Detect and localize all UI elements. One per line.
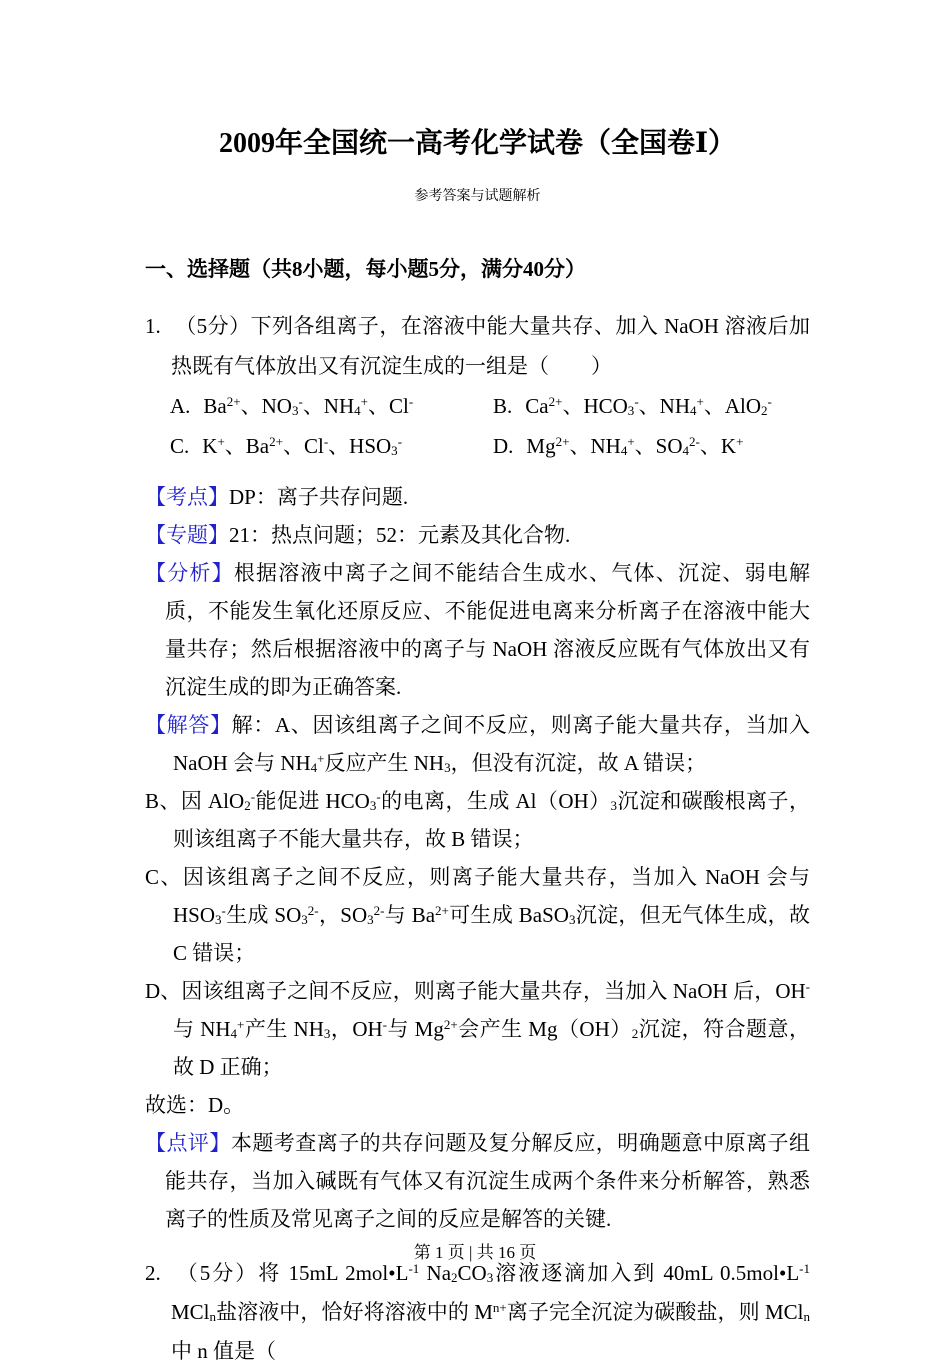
- question-1: [145, 306, 810, 1238]
- option-c: [170, 426, 493, 466]
- question-2-stem-text: （5分）将 15mL $2mol•L^{-1}$ $Na_2CO_3$溶液逐滴加入到 40mL $0.5mol•L^{-1}$ MCl$_n$盐溶液中，恰好将溶液中的 $M^{n+}$离子完全沉淀为碳酸盐，则 MCl$_n$中 n 值是（: [171, 1261, 810, 1364]
- kaodian-block: [145, 478, 810, 516]
- question-2-stem: [145, 1254, 810, 1371]
- jieda-p3-text: C、因该组离子之间不反应，则离子能大量共存，当加入 NaOH 会与 $HSO_3^-$生成 $SO_3^{2-}$，$SO_3^{2-}$与 $Ba^{2+}$可生成 BaSO$_3$沉淀，但无气体生成，故 C 错误；: [145, 865, 810, 966]
- option-d-text: $Mg^{2+}$、$NH_4^+$、$SO_4^{2-}$、K+: [526, 434, 744, 459]
- doc-title: 2009年全国统一高考化学试卷（全国卷Ⅰ）: [218, 128, 737, 159]
- jieda-p1-text: 解：A、因该组离子之间不反应，则离子能大量共存，当加入 NaOH 会与 $NH_4^+$反应产生 $NH_3$，但没有沉淀，故 A 错误；: [173, 713, 811, 776]
- dianping-label: 【点评】: [145, 1131, 231, 1156]
- jieda-p1: [145, 706, 810, 782]
- question-2-number: 2.: [145, 1261, 161, 1286]
- fenxi-label: 【分析】: [145, 561, 234, 586]
- option-c-text: K+、$Ba^{2+}$、Cl-、$HSO_3^-$: [202, 434, 403, 459]
- jieda-p5-text: 故选：D。: [145, 1093, 245, 1118]
- jieda-p2-text: B、因 AlO$_2$-能促进 $HCO_3^-$的电离，生成 $Al(OH)_3$沉淀和碳酸根离子，则该组离子不能大量共存，故 B 错误；: [145, 789, 810, 852]
- option-c-label: C.: [170, 434, 190, 459]
- question-1-options: [170, 386, 810, 466]
- question-2: [145, 1254, 810, 1371]
- dianping-text: 本题考查离子的共存问题及复分解反应，明确题意中原离子组能共存，当加入碱既有气体又有沉淀生成两个条件来分析解答，熟悉离子的性质及常见离子之间的反应是解答的关键.: [165, 1131, 811, 1232]
- option-b-text: $Ca^{2+}$、$HCO_3^-$、$NH_4^+$、AlO$_2$-: [525, 394, 772, 419]
- jieda-p3: [145, 858, 810, 972]
- kaodian-text: DP：离子共存问题.: [229, 485, 409, 510]
- option-a-text: $Ba^{2+}$、$NO_3^-$、$NH_4^+$、Cl-: [203, 394, 414, 419]
- jieda-p5: [145, 1086, 810, 1124]
- option-a-label: A.: [170, 394, 191, 419]
- question-1-number: 1.: [145, 314, 161, 339]
- section-1-heading: 一、选择题（共8小题，每小题5分，满分40分）: [145, 257, 586, 281]
- option-d: [493, 426, 810, 466]
- question-1-stem-text: （5分）下列各组离子，在溶液中能大量共存、加入 NaOH 溶液后加热既有气体放出又有沉淀生成的一组是（ ）: [171, 314, 810, 379]
- zhuanti-label: 【专题】: [145, 523, 229, 548]
- page-footer: 第 1 页 | 共 16 页: [413, 1243, 537, 1262]
- fenxi-block: [145, 554, 810, 706]
- jieda-p4: [145, 972, 810, 1086]
- kaodian-label: 【考点】: [145, 485, 229, 510]
- zhuanti-block: [145, 516, 810, 554]
- jieda-p2: [145, 782, 810, 858]
- question-1-analysis: [145, 478, 810, 1238]
- option-a: [170, 386, 493, 426]
- option-b-label: B.: [493, 394, 513, 419]
- jieda-p4-text: D、因该组离子之间不反应，则离子能大量共存，当加入 NaOH 后，OH-与 $NH_4^+$产生 $NH_3$，OH-与 $Mg^{2+}$会产生 $Mg(OH)_2$沉淀，符合题意，故 D 正确；: [145, 979, 810, 1080]
- option-b: [493, 386, 810, 426]
- option-d-label: D.: [493, 434, 514, 459]
- doc-subtitle: 参考答案与试题解析: [414, 189, 541, 204]
- question-1-stem: [145, 306, 810, 386]
- zhuanti-text: 21：热点问题；52：元素及其化合物.: [229, 523, 571, 548]
- fenxi-text: 根据溶液中离子之间不能结合生成水、气体、沉淀、弱电解质，不能发生氧化还原反应、不能促进电离来分析离子在溶液中能大量共存；然后根据溶液中的离子与 NaOH 溶液反应既有气体放出又有沉淀生成的即为正确答案.: [165, 561, 810, 700]
- jieda-label: 【解答】: [145, 713, 232, 738]
- dianping-block: [145, 1124, 810, 1238]
